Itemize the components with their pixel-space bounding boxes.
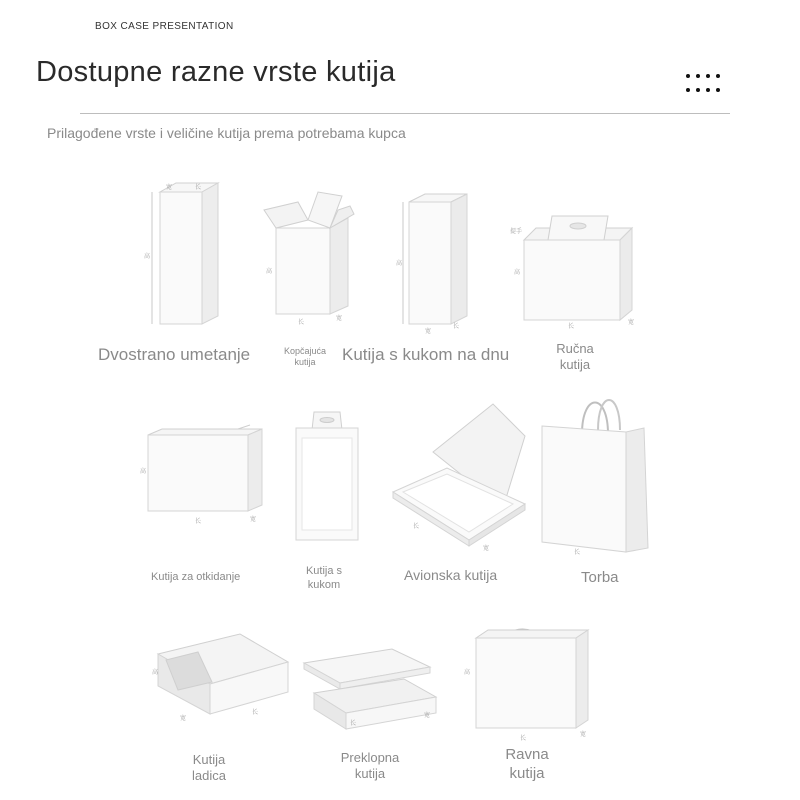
page-title: Dostupne razne vrste kutija [36,56,396,88]
box-illustration [538,392,653,562]
box-image-avionska-kutija [385,400,535,555]
dim-width-label: 宽 [580,732,587,738]
dim-height-label: 高 [152,670,159,676]
dim-width-label: 宽 [424,713,431,719]
box-image-kutija-ladica [150,630,290,735]
dim-height-label: 高 [464,670,471,676]
dots-grid-icon[interactable] [686,74,722,98]
dim-height-label: 高 [514,270,521,276]
box-label [552,341,598,374]
dim-width-label: 宽 [180,716,187,722]
box-label: Torba [581,569,619,586]
box-label-text: Kutija ladica [192,752,226,784]
box-image-kopcajuca-kutija [258,188,358,333]
dim-width-label: 宽 [483,546,490,552]
box-label: Avionska kutija [404,567,498,583]
box-image-torba [538,392,653,567]
box-image-kutija-s-kukom-na-dnu [395,190,485,340]
dim-width-label: 宽 [628,320,635,326]
dim-length-label: 长 [568,324,575,330]
box-illustration [140,178,235,333]
box-label: Kutija za otkidanje [151,571,241,583]
box-image-rucna-kutija [508,208,648,338]
box-illustration [258,188,358,328]
dim-width-label: 宽 [250,517,257,523]
dim-length-label: 长 [195,185,202,191]
box-label-text: Preklopna kutija [340,750,400,782]
box-illustration [292,408,362,543]
box-label [336,750,404,783]
dim-length-label: 长 [350,721,357,727]
box-label [280,346,330,369]
dim-width-label: 宽 [166,185,173,191]
header-divider [80,113,730,114]
box-label: Kutija s kukom na dnu [342,345,510,364]
box-label-text: Ručna kutija [556,341,594,373]
box-image-kutija-s-kukom [292,408,362,548]
box-label-text: Kutija s kukom [305,565,343,591]
dim-length-label: 长 [453,324,460,330]
dim-length-label: 长 [252,710,259,716]
box-image-dvostrano-umetanje [140,178,235,338]
dim-height-label: 高 [140,469,147,475]
box-illustration [140,425,270,530]
box-label [498,746,556,784]
box-label-text: Kopčajuća kutija [283,346,327,368]
box-label [186,752,232,785]
page-subtitle: Prilagođene vrste i veličine kutija prema potrebama kupca [47,125,406,141]
dim-length-label: 长 [413,524,420,530]
section-kicker: BOX CASE PRESENTATION [95,21,234,32]
box-illustration [462,622,592,747]
dim-width-label: 宽 [336,316,343,322]
box-image-ravna-kutija [462,622,592,752]
box-label [298,565,350,593]
box-illustration [395,190,485,335]
dim-height-label: 高 [266,269,273,275]
dim-length-label: 长 [520,736,527,742]
dim-width-label: 宽 [425,329,432,335]
dim-handle-label: 提手 [510,229,523,235]
dim-length-label: 长 [195,519,202,525]
box-label-text: Ravna kutija [505,746,549,782]
dim-height-label: 高 [396,261,403,267]
box-image-kutija-za-otkidanje [140,425,270,535]
dim-length-label: 长 [298,320,305,326]
box-illustration [150,630,290,730]
box-illustration [385,400,535,550]
dim-height-label: 高 [144,254,151,260]
box-label: Dvostrano umetanje [98,345,251,364]
box-illustration [300,645,440,740]
dim-length-label: 长 [574,550,581,556]
box-illustration [508,208,648,333]
box-image-preklopna-kutija [300,645,440,745]
